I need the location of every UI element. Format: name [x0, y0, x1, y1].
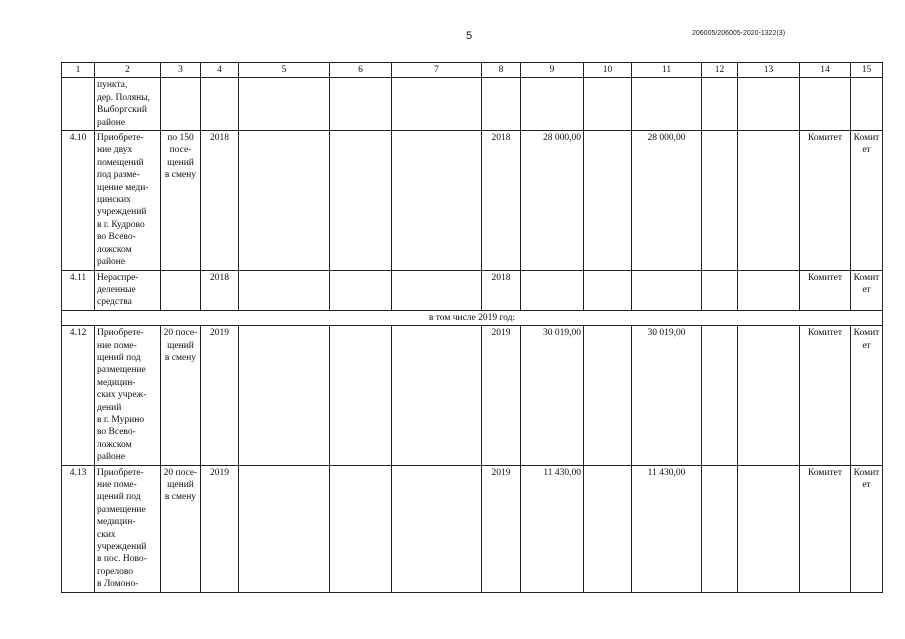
row-customer: Комитет [800, 131, 851, 270]
row-year-start: 2019 [201, 326, 239, 465]
row-customer: Комитет [800, 465, 851, 592]
row-regional: 28 000,00 [632, 131, 702, 270]
subheading: в том числе 2019 год: [62, 310, 883, 325]
row-year-start: 2018 [201, 131, 239, 270]
header-cell: 10 [584, 63, 632, 78]
row-customer: Комитет [800, 326, 851, 465]
table-row-continuation [62, 78, 883, 131]
header-cell: 14 [800, 63, 851, 78]
row-name: Приобрете- ние двух помещений под разме- щение меди- цинских учреждений в г. Кудрово во Всево- ложском районе [95, 131, 161, 270]
row-regional: 11 430,00 [632, 465, 702, 592]
header-cell: 5 [239, 63, 330, 78]
row-name: Приобрете- ние поме- щений под размещение медицин- ских учреж- дений в г. Мурино во Всево- ложском районе [95, 326, 161, 465]
row-total: 28 000,00 [521, 131, 584, 270]
header-cell: 6 [330, 63, 392, 78]
header-cell: 11 [632, 63, 702, 78]
row-year-end: 2018 [482, 270, 521, 310]
row-name: Нераспре- деленные средства [95, 270, 161, 310]
row-capacity: по 150 посе- щений в смену [161, 131, 201, 270]
header-cell: 12 [702, 63, 738, 78]
row-name: пункта, дер. Поляны, Выборгский районе [95, 78, 161, 131]
header-cell: 13 [738, 63, 800, 78]
header-cell: 8 [482, 63, 521, 78]
row-capacity: 20 посе- щений в смену [161, 465, 201, 592]
table-row [62, 326, 883, 465]
table-row [62, 270, 883, 310]
row-developer: Комитет [851, 326, 883, 465]
subheading-row [62, 310, 883, 325]
row-regional: 30 019,00 [632, 326, 702, 465]
header-cell: 9 [521, 63, 584, 78]
row-capacity [161, 270, 201, 310]
row-regional [632, 270, 702, 310]
row-number: 4.11 [62, 270, 95, 310]
row-total: 30 019,00 [521, 326, 584, 465]
header-cell: 7 [392, 63, 482, 78]
row-year-end: 2018 [482, 131, 521, 270]
program-table [61, 62, 883, 593]
row-year-start: 2018 [201, 270, 239, 310]
row-capacity: 20 посе- щений в смену [161, 326, 201, 465]
row-total: 11 430,00 [521, 465, 584, 592]
row-year-start: 2019 [201, 465, 239, 592]
header-cell: 1 [62, 63, 95, 78]
row-number: 4.13 [62, 465, 95, 592]
header-cell: 4 [201, 63, 239, 78]
header-cell: 2 [95, 63, 161, 78]
row-year-end: 2019 [482, 465, 521, 592]
row-number: 4.12 [62, 326, 95, 465]
row-name: Приобрете- ние поме- щений под размещение медицин- ских учреждений в пос. Ново- горелово в Ломоно- [95, 465, 161, 592]
header-cell: 15 [851, 63, 883, 78]
table-row [62, 131, 883, 270]
row-total [521, 270, 584, 310]
row-developer: Комитет [851, 131, 883, 270]
row-developer: Комитет [851, 270, 883, 310]
row-customer: Комитет [800, 270, 851, 310]
header-cell: 3 [161, 63, 201, 78]
page-number: 5 [466, 30, 473, 42]
header-row [62, 63, 883, 78]
row-number: 4.10 [62, 131, 95, 270]
table-row [62, 465, 883, 592]
row-year-end: 2019 [482, 326, 521, 465]
row-developer: Комитет [851, 465, 883, 592]
document-reference: 206005/206005-2020-1322(3) [692, 30, 786, 37]
